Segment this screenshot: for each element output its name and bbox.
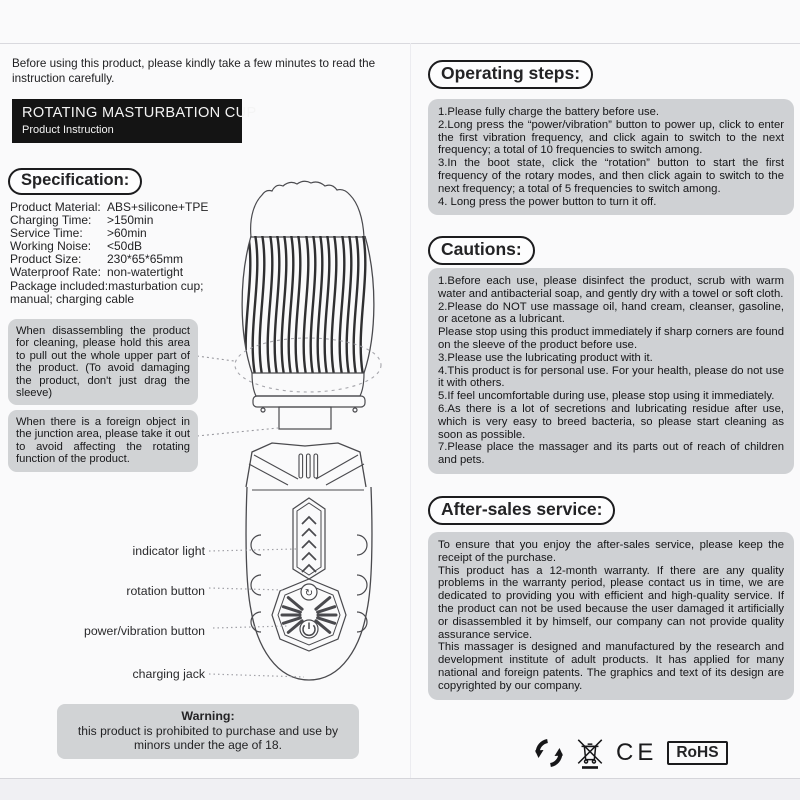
cup-dome — [251, 181, 364, 237]
caution-item: 1.Before each use, please disinfect the product, scrub with warm water and antibacterial soap, and gently dry with a towel or soft cloth. — [438, 275, 784, 300]
operating-step: 4. Long press the power button to turn it off. — [438, 195, 657, 208]
spec-row: Product Material: ABS+silicone+TPE — [10, 200, 209, 214]
rotation-dashed-ellipse — [235, 338, 381, 392]
spec-row: manual; charging cable — [10, 291, 135, 306]
warning-body: this product is prohibited to purchase and use by minors under the age of 18. — [77, 723, 339, 752]
spec-row: Working Noise: <50dB — [10, 239, 143, 254]
caution-item: 2.Please do NOT use massage oil, hand cream, cleanser, gasoline, or acetone as a lubricant. — [438, 300, 784, 326]
operating-steps-box — [428, 99, 794, 215]
rotation-button-label: rotation button — [126, 584, 205, 598]
spec-row: Charging Time: >150min — [10, 213, 154, 228]
spec-row: Waterproof Rate: non-watertight — [10, 265, 184, 280]
after-sales-heading: After-sales service: — [428, 496, 615, 525]
rotation-leader — [209, 588, 284, 590]
cup-base — [252, 373, 365, 429]
disassemble-leader — [197, 356, 234, 361]
after-sales-paragraph: This product has a 12-month warranty. If there are any quality problems in the warranty period, please contact us in time, we are dedicated to providing you with efficient and high-quality service. If the product can not be used because the user damaged it artificially or disassembled it by himself, our company can not provide quality assurance service. — [438, 564, 784, 641]
caution-item: 7.Please place the massager and its parts out of reach of children and pets. — [438, 441, 784, 467]
specification-list — [10, 201, 260, 306]
product-title-box — [12, 99, 257, 143]
junction-leader — [197, 428, 278, 436]
intro-text: Before using this product, please kindly take a few minutes to read the instruction carefully. — [12, 57, 376, 86]
spec-row: Product Size: 230*65*65mm — [10, 252, 184, 267]
caution-item: 4.This product is for personal use. For your health, please do not use it with others. — [438, 364, 784, 390]
spec-row: Service Time: >60min — [10, 226, 147, 241]
scan-margin — [0, 779, 800, 800]
charging-jack-label: charging jack — [132, 667, 205, 681]
junction-connector — [279, 407, 331, 429]
cup-sleeve-stripes — [246, 234, 366, 375]
page-top-edge — [0, 43, 800, 44]
operating-step: 1.Please fully charge the battery before use. — [438, 106, 660, 118]
button-panel — [272, 579, 346, 651]
handle — [246, 443, 372, 680]
caution-item: 5.If feel uncomfortable during use, please stop using it immediately. — [438, 390, 775, 403]
after-sales-paragraph: To ensure that you enjoy the after-sales service, please keep the receipt of the purchase. — [438, 539, 784, 564]
operating-steps-heading: Operating steps: — [428, 60, 593, 89]
indicator-light-label: indicator light — [132, 544, 205, 558]
product-subtitle: Product Instruction — [22, 124, 114, 136]
disassemble-callout: When disassembling the product for cleaning, please hold this area to pull out the whole upper part of the product. (To avoid damaging the product, don't just drag the sleeve) — [8, 319, 198, 405]
green-dot-recycle-icon — [534, 738, 564, 768]
warning-heading: Warning: — [181, 709, 235, 723]
after-sales-box — [428, 532, 794, 700]
rotation-icon: ↻ — [304, 587, 314, 599]
caution-item: 3.Please use the lubricating product with it. — [438, 351, 653, 364]
cautions-heading: Cautions: — [428, 236, 535, 265]
operating-step: 2.Long press the “power/vibration” button to power up, click to enter the first vibration frequency, and click again to switch to the next frequency; a total of 10 frequencies to switch among. — [438, 118, 784, 157]
certification-marks — [534, 735, 728, 771]
specification-heading: Specification: — [8, 168, 142, 195]
weee-bin-icon — [574, 735, 606, 771]
caution-item: 6.As there is a lot of secretions and lubricating residue after use, which is very easy to breed bacteria, so please start cleaning as soon as possible. — [438, 402, 784, 441]
ce-mark: CE — [616, 739, 658, 766]
caution-item: Please stop using this product immediately if sharp corners are found on the sleeve of the product before use. — [438, 326, 784, 351]
indicator-panel — [293, 498, 325, 579]
indicator-light-chevrons — [302, 517, 316, 572]
after-sales-paragraph: This massager is designed and manufactured by the research and development institute of adult products. It has applied for many national and foreign patents. The graphics and text of its design are copyrighted by our company. — [438, 641, 784, 692]
spec-row: Package included:masturbation cup; — [10, 278, 204, 293]
cautions-box — [428, 268, 794, 474]
foreign-object-callout: When there is a foreign object in the junction area, please take it out to avoid affecting the rotating function of the product. — [8, 410, 198, 472]
operating-step: 3.In the boot state, click the “rotation” button to start the first frequency of the rotary modes, and then click again to switch to the next frequency; a total of 5 frequencies to switch among. — [438, 157, 784, 195]
product-title: ROTATING MASTURBATION CUP — [22, 105, 257, 121]
rohs-badge: RoHS — [667, 741, 727, 766]
warning-box — [57, 704, 359, 759]
power-vibration-button-label: power/vibration button — [84, 624, 205, 638]
